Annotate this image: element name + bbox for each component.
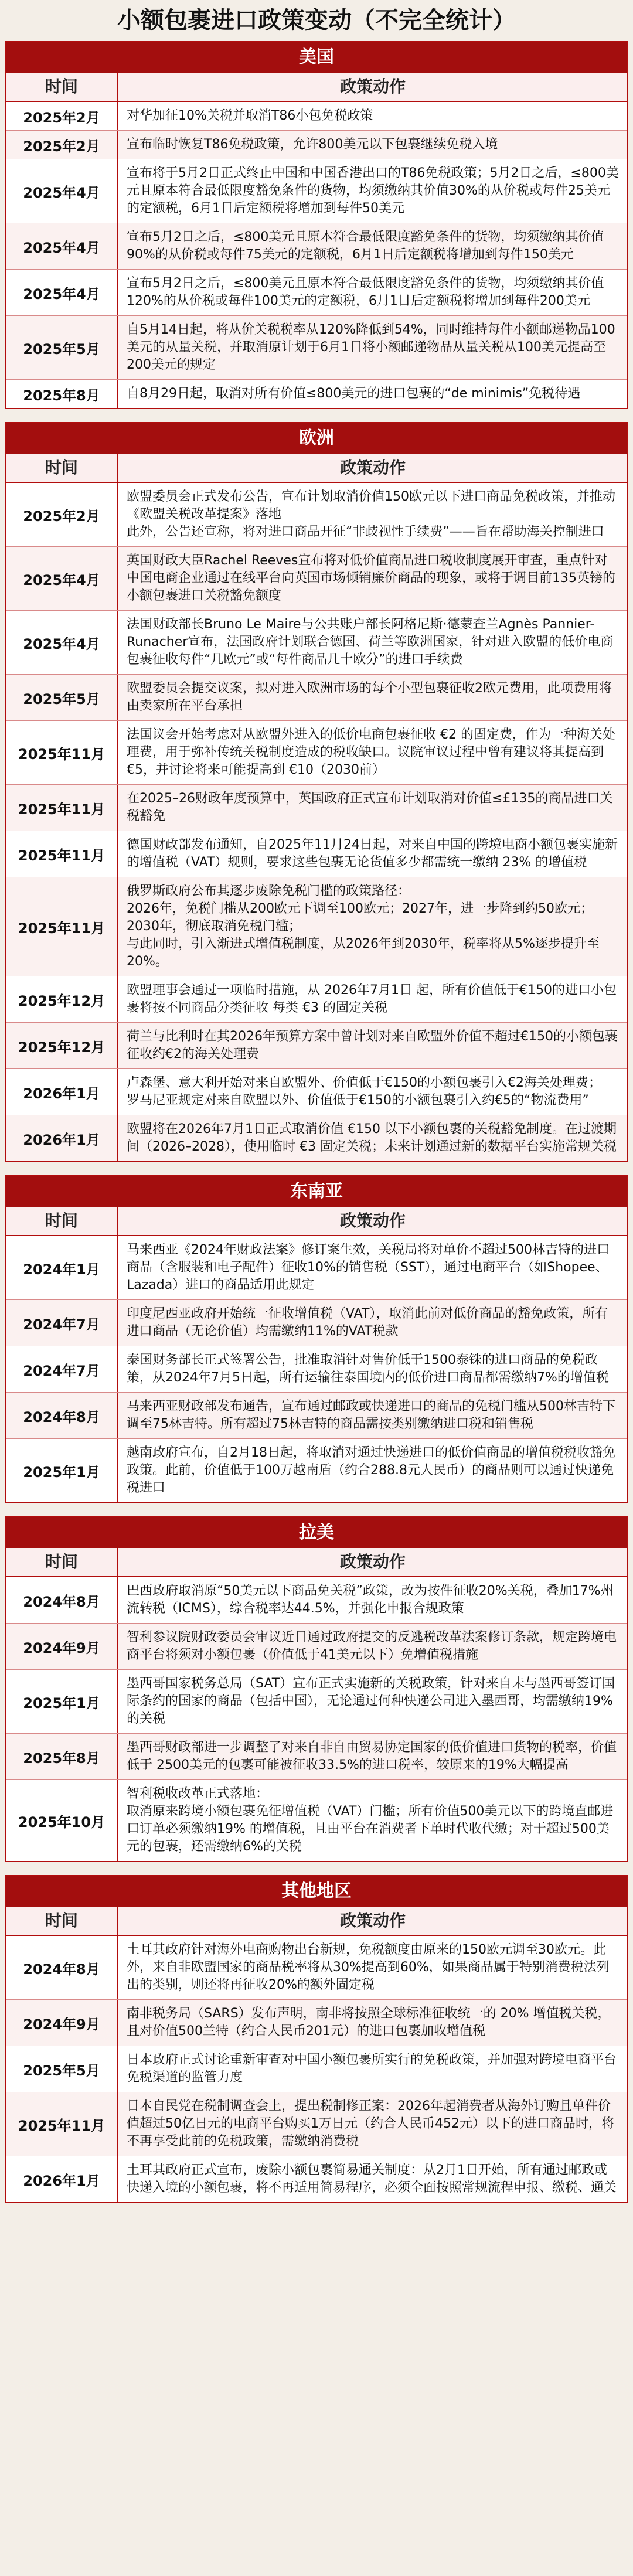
row-time: 2026年1月 bbox=[6, 1069, 118, 1115]
row-time: 2026年1月 bbox=[6, 1115, 118, 1161]
row-time: 2025年12月 bbox=[6, 976, 118, 1022]
section-title: 东南亚 bbox=[6, 1176, 627, 1207]
row-action: 卢森堡、意大利开始对来自欧盟外、价值低于€150的小额包裹引入€2海关处理费； 罗马尼亚规定对来自欧盟以外、价值低于€150的小额包裹引入约€5的“物流费用” bbox=[127, 1076, 601, 1108]
row-time: 2025年8月 bbox=[6, 380, 118, 408]
row-action: 欧盟将在2026年7月1日正式取消价值 €150 以下小额包裹的关税豁免制度。在过渡期间（2026–2028），使用临时 €3 固定关税；未来计划通过新的数据平台实施常规关税 bbox=[127, 1122, 617, 1154]
row-time: 2024年7月 bbox=[6, 1300, 118, 1346]
row-action: 马来西亚财政部发布通告，宣布通过邮政或快递进口的商品的免税门槛从500林吉特下调至75林吉特。所有超过75林吉特的商品需按类别缴纳进口税和销售税 bbox=[127, 1399, 615, 1431]
table-row bbox=[6, 2046, 627, 2092]
column-header-action: 政策动作 bbox=[339, 458, 406, 477]
table-row bbox=[6, 2156, 627, 2202]
row-time: 2024年8月 bbox=[6, 1936, 118, 1999]
table-row bbox=[6, 1577, 627, 1624]
row-action: 宣布临时恢复T86免税政策，允许800美元以下包裹继续免税入境 bbox=[127, 137, 498, 152]
section-title: 美国 bbox=[6, 42, 627, 73]
row-time: 2024年8月 bbox=[6, 1393, 118, 1438]
row-action: 日本自民党在税制调查会上，提出税制修正案：2026年起消费者从海外订购且单件价值超过50亿日元的电商平台购买1万日元（约合人民币452元）以下的进口商品时，将不再享受此前的免税政策，需缴纳消费税 bbox=[127, 2099, 614, 2149]
policy-section bbox=[5, 1175, 628, 1503]
table-row bbox=[6, 1393, 627, 1439]
column-header-action: 政策动作 bbox=[339, 1552, 406, 1571]
row-action: 在2025–26财政年度预算中，英国政府正式宣布计划取消对价值≤£135的商品进口关税豁免 bbox=[127, 791, 613, 823]
table-row bbox=[6, 877, 627, 976]
section-title: 其他地区 bbox=[6, 1876, 627, 1907]
row-time: 2025年2月 bbox=[6, 131, 118, 159]
column-header-time: 时间 bbox=[6, 454, 118, 482]
table-row bbox=[6, 831, 627, 877]
table-row bbox=[6, 223, 627, 270]
column-header-action: 政策动作 bbox=[339, 77, 406, 96]
table-row bbox=[6, 611, 627, 675]
row-action: 荷兰与比利时在其2026年预算方案中曾计划对来自欧盟外价值不超过€150的小额包裹征收约€2的海关处理费 bbox=[127, 1029, 618, 1061]
row-time: 2025年1月 bbox=[6, 1439, 118, 1502]
row-action: 巴西政府取消原“50美元以下商品免关税”政策，改为按件征收20%关税，叠加17%州流转税（ICMS），综合税率达44.5%，并强化申报合规政策 bbox=[127, 1584, 614, 1616]
row-time: 2025年10月 bbox=[6, 1780, 118, 1861]
row-action: 对华加征10%关税并取消T86小包免税政策 bbox=[127, 108, 373, 123]
column-header-time: 时间 bbox=[6, 1207, 118, 1235]
table-row bbox=[6, 1069, 627, 1115]
table-body bbox=[6, 102, 627, 408]
row-action: 南非税务局（SARS）发布声明，南非将按照全球标准征收统一的 20% 增值税关税，且对价值500兰特（约合人民币201元）的进口包裹加收增值税 bbox=[127, 2006, 611, 2039]
table-row bbox=[6, 785, 627, 831]
row-time: 2025年2月 bbox=[6, 102, 118, 130]
table-row bbox=[6, 1936, 627, 2000]
section-title: 拉美 bbox=[6, 1517, 627, 1548]
row-action: 土耳其政府针对海外电商购物出台新规，免税额度由原来的150欧元调至30欧元。此外，来自非欧盟国家的商品税率将从30%提高到60%，如果商品属于特别消费税法列出的类别，则还将再征收20%的额外固定税 bbox=[127, 1942, 610, 1992]
row-time: 2024年8月 bbox=[6, 1577, 118, 1623]
row-time: 2025年4月 bbox=[6, 159, 118, 223]
row-action: 英国财政大臣Rachel Reeves宣布将对低价值商品进口税收制度展开审查，重点针对中国电商企业通过在线平台向英国市场倾销廉价商品的现象，或将于调目前135英镑的小额包裹进口关税豁免额度 bbox=[127, 553, 615, 603]
row-time: 2025年11月 bbox=[6, 877, 118, 976]
row-time: 2025年4月 bbox=[6, 270, 118, 315]
table-row bbox=[6, 675, 627, 721]
column-header-time: 时间 bbox=[6, 73, 118, 101]
table-row bbox=[6, 1023, 627, 1069]
column-header-time: 时间 bbox=[6, 1907, 118, 1935]
sections-container bbox=[0, 41, 633, 2203]
row-action: 宣布5月2日之后，≤800美元且原本符合最低限度豁免条件的货物，均须缴纳其价值90%的从价税或每件75美元的定额税，6月1日后定额税将增加到每件150美元 bbox=[127, 230, 604, 262]
row-time: 2025年4月 bbox=[6, 547, 118, 610]
row-action: 墨西哥国家税务总局（SAT）宣布正式实施新的关税政策，针对来自未与墨西哥签订国际条约的国家的商品（包括中国），无论通过何种快递公司进入墨西哥，均需缴纳19%的关税 bbox=[127, 1676, 615, 1726]
row-action: 法国议会开始考虑对从欧盟外进入的低价电商包裹征收 €2 的固定费，作为一种海关处理费，用于弥补传统关税制度造成的税收缺口。议院审议过程中曾有建议将其提高到 €5，并讨论将来可能提高到 €10（2030前） bbox=[127, 727, 615, 777]
table-header bbox=[6, 73, 627, 102]
row-action: 越南政府宣布，自2月18日起，将取消对通过快递进口的低价值商品的增值税税收豁免政策。此前，价值低于100万越南盾（约合288.8元人民币）的商品则可以通过快递免税进口 bbox=[127, 1445, 615, 1495]
table-header bbox=[6, 1907, 627, 1936]
row-action: 宣布将于5月2日正式终止中国和中国香港出口的T86免税政策；5月2日之后，≤800美元且原本符合最低限度豁免条件的货物，均须缴纳其价值30%的从价税或每件25美元的定额税，6月1日后定额税将增加到每件50美元 bbox=[127, 166, 619, 216]
row-action: 欧盟委员会正式发布公告，宣布计划取消价值150欧元以下进口商品免税政策，并推动《欧盟关税改革提案》落地 此外，公告还宣称，将对进口商品开征“非歧视性手续费”——旨在帮助海关控制进口 bbox=[127, 489, 615, 539]
table-body bbox=[6, 1577, 627, 1861]
table-row bbox=[6, 976, 627, 1023]
row-time: 2025年5月 bbox=[6, 316, 118, 379]
row-action: 智利税收改革正式落地： 取消原来跨境小额包裹免征增值税（VAT）门槛；所有价值500美元以下的跨境直邮进口订单必须缴纳19% 的增值税，且由平台在消费者下单时代收代缴；对于超过500美元的包裹，还需缴纳6%的关税 bbox=[127, 1786, 614, 1854]
row-action: 德国财政部发布通知，自2025年11月24日起，对来自中国的跨境电商小额包裹实施新的增值税（VAT）规则，要求这些包裹无论货值多少都需统一缴纳 23% 的增值税 bbox=[127, 838, 618, 870]
row-time: 2025年11月 bbox=[6, 831, 118, 877]
row-time: 2025年5月 bbox=[6, 2046, 118, 2092]
row-time: 2025年11月 bbox=[6, 2092, 118, 2156]
table-row bbox=[6, 1236, 627, 1300]
table-row bbox=[6, 270, 627, 316]
row-time: 2024年1月 bbox=[6, 1236, 118, 1299]
row-action: 日本政府正式讨论重新审查对中国小额包裹所实行的免税政策，并加强对跨境电商平台免税渠道的监管力度 bbox=[127, 2053, 617, 2085]
table-row bbox=[6, 547, 627, 611]
column-header-action: 政策动作 bbox=[339, 1211, 406, 1230]
row-action: 马来西亚《2024年财政法案》修订案生效，关税局将对单价不超过500林吉特的进口商品（含服装和电子配件）征收10%的销售税（SST），通过电商平台（如Shopee、Lazada）进口的商品适用此规定 bbox=[127, 1243, 610, 1292]
policy-section bbox=[5, 1875, 628, 2203]
row-time: 2025年12月 bbox=[6, 1023, 118, 1068]
table-header bbox=[6, 454, 627, 483]
row-action: 土耳其政府正式宣布，废除小额包裹简易通关制度：从2月1日开始，所有通过邮政或快递入境的小额包裹，将不再适用简易程序，必须全面按照常规流程申报、缴税、通关 bbox=[127, 2163, 617, 2195]
row-time: 2025年1月 bbox=[6, 1670, 118, 1733]
column-header-action: 政策动作 bbox=[339, 1911, 406, 1930]
table-row bbox=[6, 1115, 627, 1161]
table-row bbox=[6, 1346, 627, 1393]
column-header-time: 时间 bbox=[6, 1548, 118, 1576]
table-row bbox=[6, 1670, 627, 1734]
row-time: 2025年5月 bbox=[6, 675, 118, 720]
policy-section bbox=[5, 422, 628, 1162]
row-time: 2024年9月 bbox=[6, 1624, 118, 1669]
table-row bbox=[6, 159, 627, 223]
table-row bbox=[6, 1439, 627, 1502]
row-action: 俄罗斯政府公布其逐步废除免税门槛的政策路径： 2026年，免税门槛从200欧元下调至100欧元；2027年，进一步降到约50欧元；2030年，彻底取消免税门槛； 与此同时，引入渐进式增值税制度，从2026年到2030年，税率将从5%逐步提升至20%。 bbox=[127, 884, 600, 969]
table-row bbox=[6, 102, 627, 131]
row-action: 法国财政部长Bruno Le Maire与公共账户部长阿格尼斯·德蒙查兰Agnès Pannier-Runacher宣布，法国政府计划联合德国、荷兰等欧洲国家，针对进入欧盟的低价电商包裹征收每件“几欧元”或“每件商品几十欧分”的进口手续费 bbox=[127, 617, 614, 667]
table-row bbox=[6, 2000, 627, 2046]
table-row bbox=[6, 131, 627, 159]
table-row bbox=[6, 1734, 627, 1780]
row-action: 智利参议院财政委员会审议近日通过政府提交的反逃税改革法案修订条款，规定跨境电商平台将须对小额包裹（价值低于41美元以下）免增值税措施 bbox=[127, 1630, 617, 1662]
row-action: 自5月14日起，将从价关税税率从120%降低到54%，同时维持每件小额邮递物品100美元的从量关税，并取消原计划于6月1日将小额邮递物品从量关税从100美元提高至200美元的规定 bbox=[127, 322, 615, 372]
table-row bbox=[6, 2092, 627, 2156]
table-body bbox=[6, 483, 627, 1161]
table-body bbox=[6, 1236, 627, 1502]
row-time: 2025年2月 bbox=[6, 483, 118, 546]
table-row bbox=[6, 721, 627, 785]
row-time: 2024年7月 bbox=[6, 1346, 118, 1392]
page-title: 小额包裹进口政策变动（不完全统计） bbox=[0, 0, 633, 41]
table-header bbox=[6, 1548, 627, 1577]
section-title: 欧洲 bbox=[6, 423, 627, 454]
row-action: 自8月29日起，取消对所有价值≤800美元的进口包裹的“de minimis”免税待遇 bbox=[127, 386, 581, 401]
row-action: 欧盟委员会提交议案，拟对进入欧洲市场的每个小型包裹征收2欧元费用，此项费用将由卖家所在平台承担 bbox=[127, 681, 612, 713]
row-time: 2025年11月 bbox=[6, 785, 118, 831]
row-time: 2026年1月 bbox=[6, 2156, 118, 2202]
table-row bbox=[6, 1300, 627, 1346]
row-time: 2025年4月 bbox=[6, 223, 118, 269]
row-action: 印度尼西亚政府开始统一征收增值税（VAT），取消此前对低价商品的豁免政策，所有进口商品（无论价值）均需缴纳11%的VAT税款 bbox=[127, 1306, 608, 1339]
row-time: 2025年8月 bbox=[6, 1734, 118, 1779]
table-row bbox=[6, 1780, 627, 1861]
table-row bbox=[6, 483, 627, 547]
table-row bbox=[6, 1624, 627, 1670]
row-action: 欧盟理事会通过一项临时措施，从 2026年7月1日 起，所有价值低于€150的进口小包裹将按不同商品分类征收 每类 €3 的固定关税 bbox=[127, 983, 617, 1015]
row-time: 2025年11月 bbox=[6, 721, 118, 784]
row-action: 泰国财务部长正式签署公告，批准取消针对售价低于1500泰铢的进口商品的免税政策，从2024年7月5日起，所有运输往泰国境内的低价进口商品都需缴纳7%的增值税 bbox=[127, 1353, 609, 1385]
row-time: 2025年4月 bbox=[6, 611, 118, 674]
table-body bbox=[6, 1936, 627, 2202]
policy-section bbox=[5, 1516, 628, 1862]
row-action: 宣布5月2日之后，≤800美元且原本符合最低限度豁免条件的货物，均须缴纳其价值120%的从价税或每件100美元的定额税，6月1日后定额税将增加到每件200美元 bbox=[127, 276, 604, 308]
row-action: 墨西哥财政部进一步调整了对来自非自由贸易协定国家的低价值进口货物的税率，价值低于 2500美元的包裹可能被征收33.5%的进口税率，较原来的19%大幅提高 bbox=[127, 1740, 617, 1772]
table-header bbox=[6, 1207, 627, 1236]
row-time: 2024年9月 bbox=[6, 2000, 118, 2046]
table-row bbox=[6, 316, 627, 380]
table-row bbox=[6, 380, 627, 408]
policy-section bbox=[5, 41, 628, 409]
